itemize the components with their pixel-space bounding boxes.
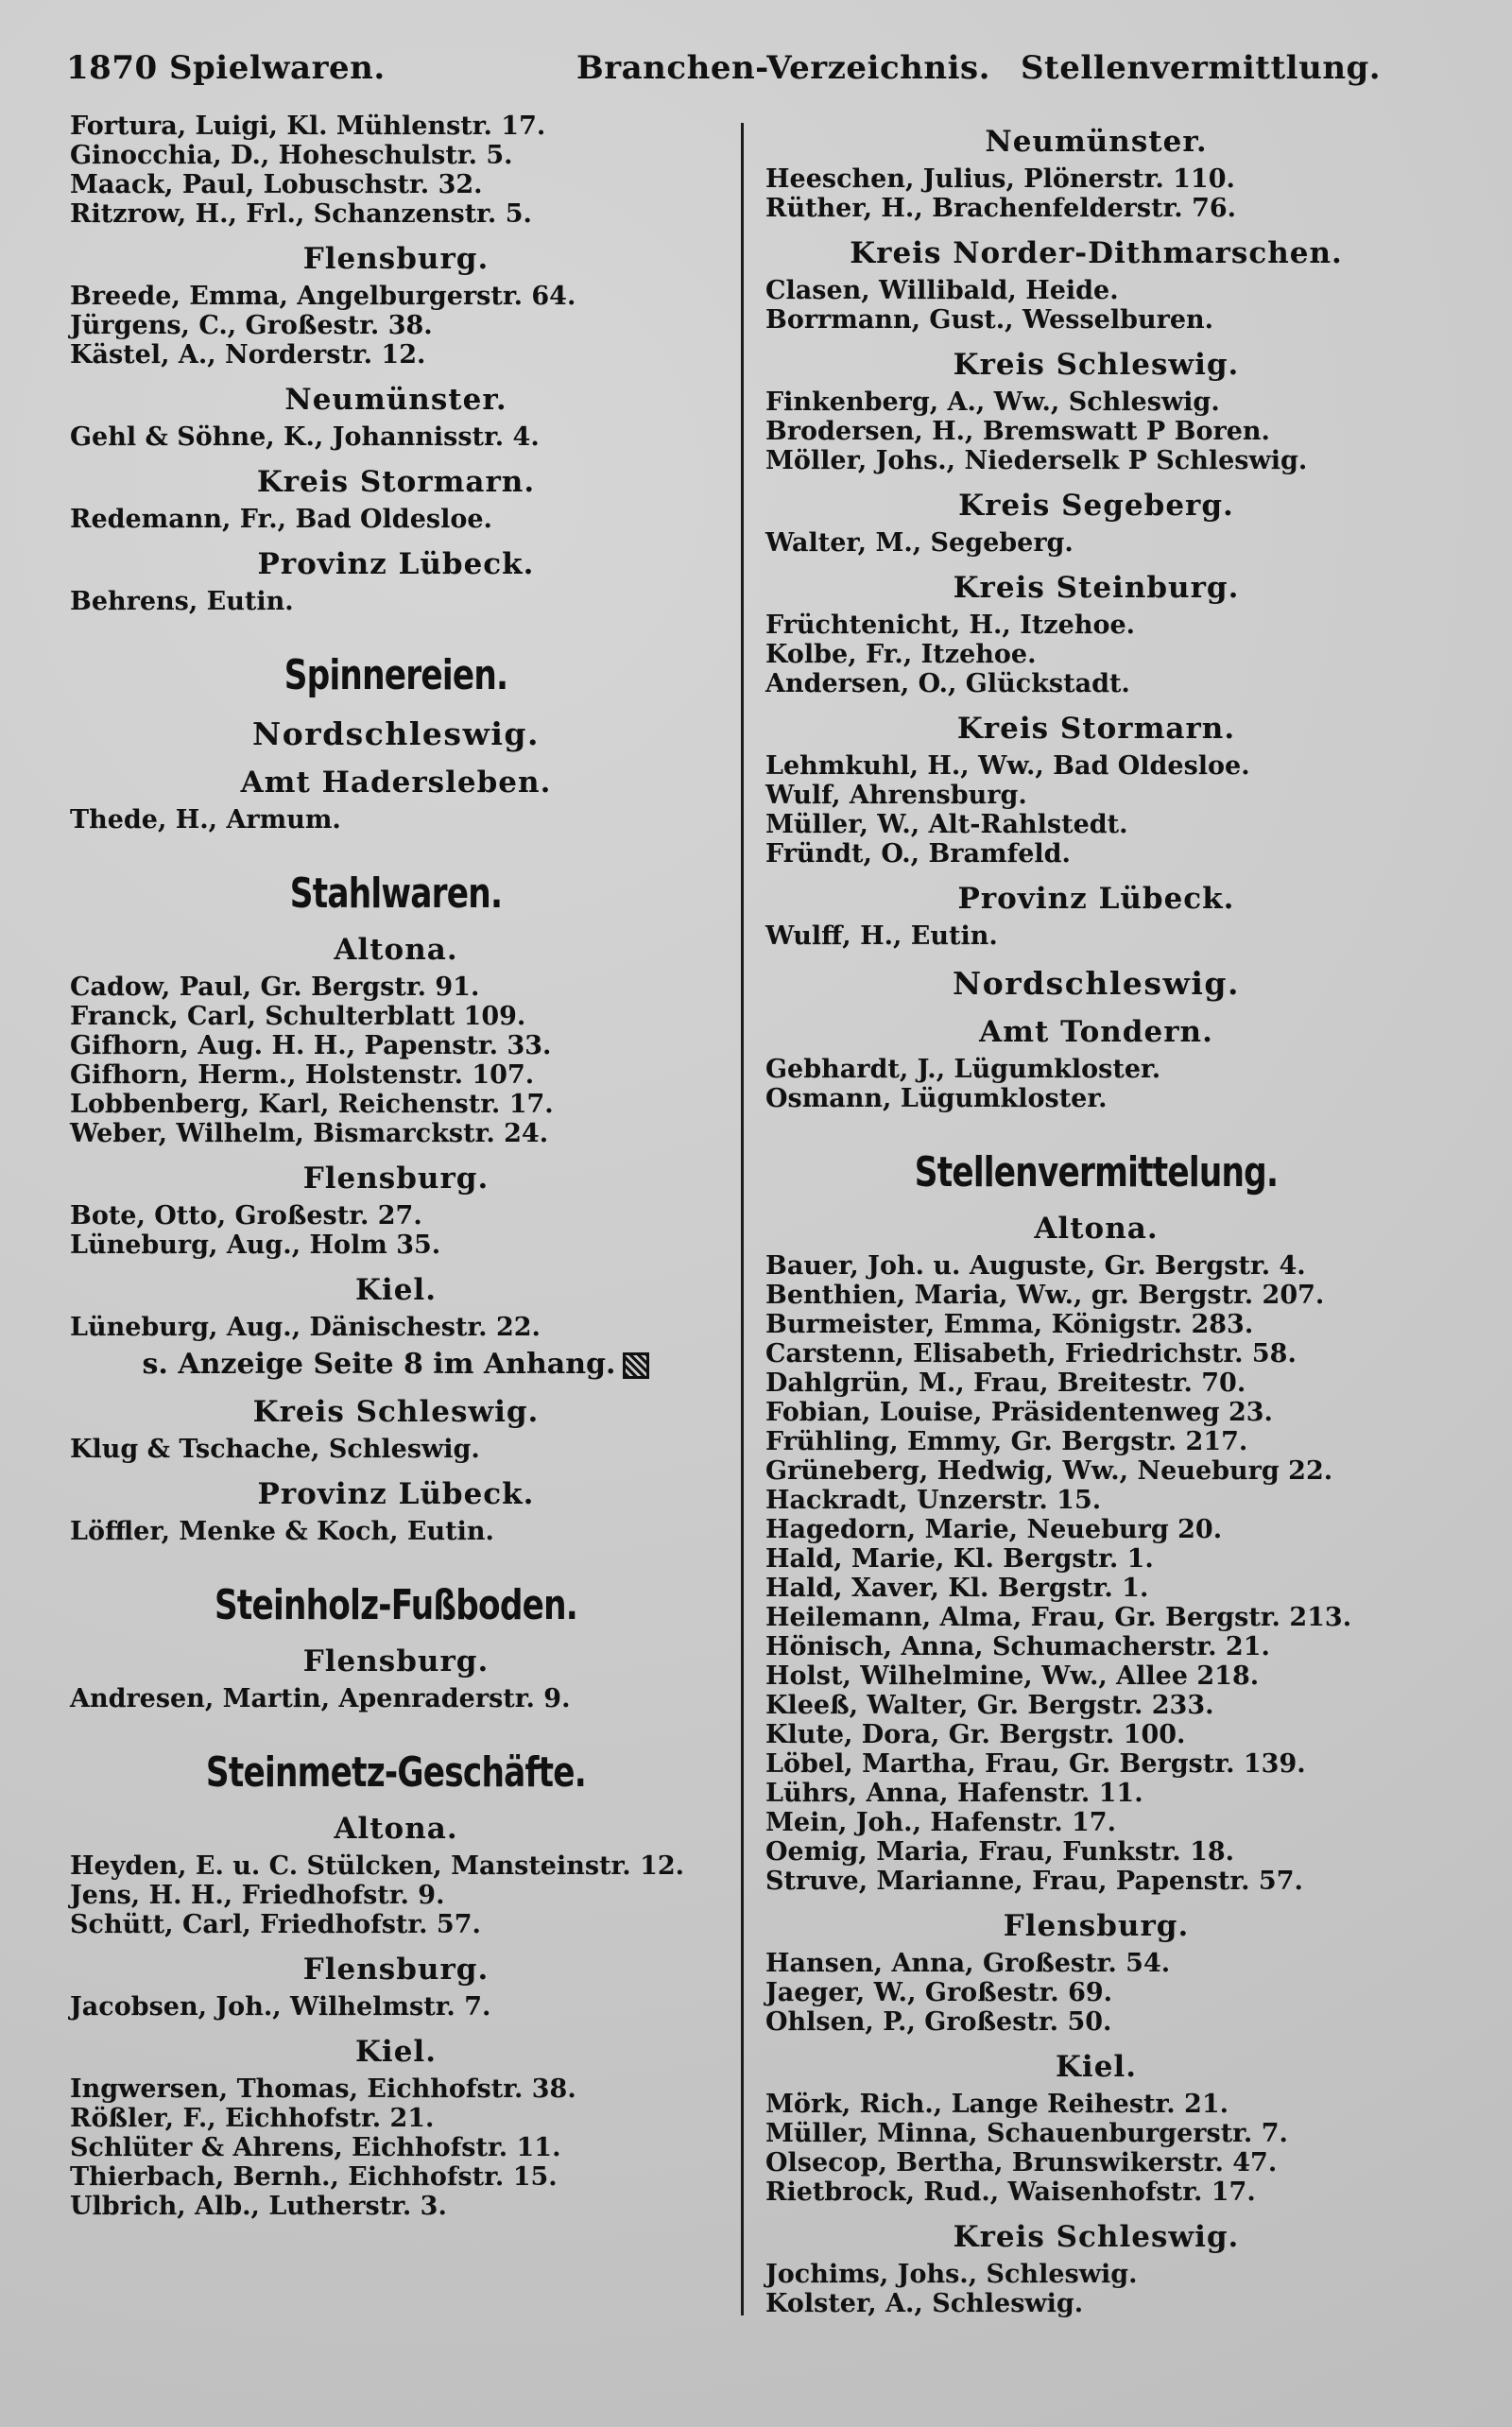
- location-heading: Kiel.: [354, 1273, 437, 1307]
- listing-entry: Mörk, Rich., Lange Reihestr. 21.: [765, 2090, 1229, 2119]
- listing-entry: Weber, Wilhelm, Bismarckstr. 24.: [70, 1119, 549, 1148]
- location-heading: Flensburg.: [302, 1644, 490, 1678]
- listing-entry: Franck, Carl, Schulterblatt 109.: [70, 1002, 526, 1031]
- listing-entry: Jens, H. H., Friedhofstr. 9.: [70, 1881, 445, 1910]
- location-heading: Altona.: [334, 1812, 458, 1846]
- location-heading: Kiel.: [354, 2035, 437, 2069]
- location-heading: Kreis Norder-Dithmarschen.: [850, 236, 1343, 270]
- header-left: [66, 49, 386, 87]
- location-heading: Kreis Schleswig.: [252, 1395, 540, 1429]
- listing-entry: Jaeger, W., Großestr. 69.: [765, 1978, 1113, 2007]
- page-number: 1870: [66, 49, 158, 87]
- advertisement-note: s. Anzeige Seite 8 im Anhang.: [70, 1348, 722, 1382]
- location-heading: Altona.: [1034, 1212, 1159, 1246]
- listing-entry: Frühling, Emmy, Gr. Bergstr. 217.: [765, 1427, 1248, 1456]
- listing-entry: Hönisch, Anna, Schumacherstr. 21.: [765, 1632, 1270, 1661]
- location-heading: Kreis Steinburg.: [953, 571, 1240, 605]
- listing-entry: Borrmann, Gust., Wesselburen.: [765, 305, 1214, 335]
- listing-entry: Holst, Wilhelmine, Ww., Allee 218.: [765, 1661, 1260, 1691]
- listing-entry: Ulbrich, Alb., Lutherstr. 3.: [70, 2192, 447, 2221]
- listing-entry: Löbel, Martha, Frau, Gr. Bergstr. 139.: [765, 1749, 1306, 1779]
- region-heading: Nordschleswig.: [252, 715, 540, 752]
- listing-entry: Oemig, Maria, Frau, Funkstr. 18.: [765, 1837, 1235, 1867]
- category-heading: Steinholz-Fußboden.: [214, 1581, 578, 1629]
- listing-entry: Hald, Xaver, Kl. Bergstr. 1.: [765, 1574, 1149, 1603]
- listing-entry: Dahlgrün, M., Frau, Breitestr. 70.: [765, 1368, 1246, 1398]
- category-heading: Stellenvermittelung.: [914, 1148, 1279, 1196]
- listing-entry: Fobian, Louise, Präsidentenweg 23.: [765, 1398, 1273, 1427]
- location-heading: Provinz Lübeck.: [257, 547, 535, 581]
- listing-entry: Jacobsen, Joh., Wilhelmstr. 7.: [70, 1992, 491, 2022]
- listing-entry: Schlüter & Ahrens, Eichhofstr. 11.: [70, 2133, 561, 2162]
- listing-entry: Bote, Otto, Großestr. 27.: [70, 1201, 422, 1231]
- listing-entry: Löffler, Menke & Koch, Eutin.: [70, 1517, 494, 1546]
- location-heading: Provinz Lübeck.: [257, 1477, 535, 1511]
- listing-entry: Redemann, Fr., Bad Oldesloe.: [70, 505, 492, 534]
- listing-entry: Maack, Paul, Lobuschstr. 32.: [70, 170, 483, 199]
- location-heading: Neumünster.: [284, 383, 507, 417]
- listing-entry: Fründt, O., Bramfeld.: [765, 839, 1071, 869]
- listing-entry: Walter, M., Segeberg.: [765, 528, 1074, 558]
- listing-entry: Benthien, Maria, Ww., gr. Bergstr. 207.: [765, 1281, 1325, 1310]
- location-heading: Flensburg.: [1003, 1909, 1190, 1943]
- listing-entry: Müller, Minna, Schauenburgerstr. 7.: [765, 2119, 1288, 2148]
- page-header: [66, 49, 1382, 106]
- location-heading: Kiel.: [1055, 2050, 1137, 2084]
- location-heading: Kreis Segeberg.: [958, 489, 1234, 523]
- listing-entry: Gehl & Söhne, K., Johannisstr. 4.: [70, 422, 540, 452]
- location-heading: Altona.: [334, 933, 458, 967]
- listing-entry: Lehmkuhl, H., Ww., Bad Oldesloe.: [765, 751, 1250, 781]
- listing-entry: Mein, Joh., Hafenstr. 17.: [765, 1808, 1116, 1837]
- header-section-left: Spielwaren.: [168, 49, 386, 87]
- listing-entry: Gebhardt, J., Lügumkloster.: [765, 1055, 1161, 1084]
- listing-entry: Lobbenberg, Karl, Reichenstr. 17.: [70, 1090, 554, 1119]
- listing-entry: Müller, W., Alt-Rahlstedt.: [765, 810, 1128, 839]
- listing-entry: Schütt, Carl, Friedhofstr. 57.: [70, 1910, 481, 1939]
- location-heading: Provinz Lübeck.: [957, 882, 1235, 916]
- location-heading: Amt Tondern.: [979, 1015, 1213, 1049]
- listing-entry: Wulf, Ahrensburg.: [765, 781, 1027, 810]
- hand-pointer-icon: [623, 1352, 649, 1379]
- listing-entry: Fortura, Luigi, Kl. Mühlenstr. 17.: [70, 112, 546, 141]
- category-heading: Stahlwaren.: [289, 869, 503, 918]
- listing-entry: Andersen, O., Glückstadt.: [765, 669, 1130, 698]
- location-heading: Neumünster.: [985, 125, 1208, 159]
- listing-entry: Klug & Tschache, Schleswig.: [70, 1435, 480, 1464]
- listing-entry: Burmeister, Emma, Königstr. 283.: [765, 1310, 1254, 1339]
- listing-entry: Ritzrow, H., Frl., Schanzenstr. 5.: [70, 199, 532, 229]
- listing-entry: Cadow, Paul, Gr. Bergstr. 91.: [70, 973, 480, 1002]
- listing-entry: Lüneburg, Aug., Dänischestr. 22.: [70, 1313, 541, 1342]
- location-heading: Kreis Schleswig.: [953, 2220, 1240, 2254]
- region-heading: Nordschleswig.: [953, 965, 1240, 1002]
- listing-entry: Andresen, Martin, Apenraderstr. 9.: [70, 1684, 571, 1713]
- listing-entry: Jürgens, C., Großestr. 38.: [70, 311, 433, 340]
- listing-entry: Gifhorn, Aug. H. H., Papenstr. 33.: [70, 1031, 552, 1060]
- header-right: Stellenvermittlung.: [1021, 49, 1382, 87]
- listing-entry: Rüther, H., Brachenfelderstr. 76.: [765, 194, 1237, 223]
- location-heading: Amt Hadersleben.: [240, 766, 552, 800]
- listing-entry: Heeschen, Julius, Plönerstr. 110.: [765, 164, 1235, 194]
- listing-entry: Behrens, Eutin.: [70, 587, 294, 616]
- listing-entry: Thede, H., Armum.: [70, 805, 341, 835]
- listing-entry: Olsecop, Bertha, Brunswikerstr. 47.: [765, 2148, 1278, 2177]
- listing-entry: Möller, Johs., Niederselk P Schleswig.: [765, 446, 1308, 475]
- listing-entry: Osmann, Lügumkloster.: [765, 1084, 1108, 1113]
- header-center: Branchen-Verzeichnis.: [576, 49, 991, 87]
- listing-entry: Brodersen, H., Bremswatt P Boren.: [765, 417, 1270, 446]
- listing-entry: Heilemann, Alma, Frau, Gr. Bergstr. 213.: [765, 1603, 1352, 1632]
- column-divider: [741, 123, 744, 2315]
- listing-entry: Finkenberg, A., Ww., Schleswig.: [765, 387, 1220, 417]
- listing-entry: Ingwersen, Thomas, Eichhofstr. 38.: [70, 2074, 576, 2104]
- listing-entry: Hansen, Anna, Großestr. 54.: [765, 1949, 1171, 1978]
- listing-entry: Lüneburg, Aug., Holm 35.: [70, 1231, 441, 1260]
- listing-entry: Lührs, Anna, Hafenstr. 11.: [765, 1779, 1143, 1808]
- listing-entry: Jochims, Johs., Schleswig.: [765, 2260, 1138, 2289]
- listing-entry: Kleeß, Walter, Gr. Bergstr. 233.: [765, 1691, 1214, 1720]
- right-column: [765, 112, 1427, 2318]
- listing-entry: Wulff, H., Eutin.: [765, 921, 998, 951]
- location-heading: Flensburg.: [302, 242, 490, 276]
- location-heading: Kreis Schleswig.: [953, 348, 1240, 382]
- listing-entry: Hackradt, Unzerstr. 15.: [765, 1486, 1102, 1515]
- location-heading: Kreis Stormarn.: [256, 465, 536, 499]
- listing-entry: Ohlsen, P., Großestr. 50.: [765, 2007, 1112, 2037]
- listing-entry: Bauer, Joh. u. Auguste, Gr. Bergstr. 4.: [765, 1251, 1306, 1281]
- listing-entry: Kästel, A., Norderstr. 12.: [70, 340, 426, 370]
- listing-entry: Breede, Emma, Angelburgerstr. 64.: [70, 282, 576, 311]
- listing-entry: Früchtenicht, H., Itzehoe.: [765, 611, 1136, 640]
- category-heading: Spinnereien.: [284, 651, 508, 699]
- left-column: [70, 112, 722, 2221]
- listing-entry: Rößler, F., Eichhofstr. 21.: [70, 2104, 435, 2133]
- location-heading: Flensburg.: [302, 1162, 490, 1196]
- listing-entry: Clasen, Willibald, Heide.: [765, 276, 1119, 305]
- location-heading: Kreis Stormarn.: [956, 712, 1236, 746]
- listing-entry: Ginocchia, D., Hoheschulstr. 5.: [70, 141, 513, 170]
- listing-entry: Kolbe, Fr., Itzehoe.: [765, 640, 1037, 669]
- listing-entry: Klute, Dora, Gr. Bergstr. 100.: [765, 1720, 1186, 1749]
- listing-entry: Grüneberg, Hedwig, Ww., Neueburg 22.: [765, 1456, 1333, 1486]
- listing-entry: Carstenn, Elisabeth, Friedrichstr. 58.: [765, 1339, 1297, 1368]
- listing-entry: Hagedorn, Marie, Neueburg 20.: [765, 1515, 1223, 1544]
- listing-entry: Heyden, E. u. C. Stülcken, Mansteinstr. 12.: [70, 1851, 685, 1881]
- listing-entry: Rietbrock, Rud., Waisenhofstr. 17.: [765, 2177, 1256, 2207]
- listing-entry: Thierbach, Bernh., Eichhofstr. 15.: [70, 2162, 558, 2192]
- listing-entry: Hald, Marie, Kl. Bergstr. 1.: [765, 1544, 1154, 1574]
- location-heading: Flensburg.: [302, 1953, 490, 1987]
- listing-entry: Kolster, A., Schleswig.: [765, 2289, 1084, 2318]
- listing-entry: Gifhorn, Herm., Holstenstr. 107.: [70, 1060, 535, 1090]
- category-heading: Steinmetz-Geschäfte.: [205, 1748, 587, 1797]
- listing-entry: Struve, Marianne, Frau, Papenstr. 57.: [765, 1867, 1303, 1896]
